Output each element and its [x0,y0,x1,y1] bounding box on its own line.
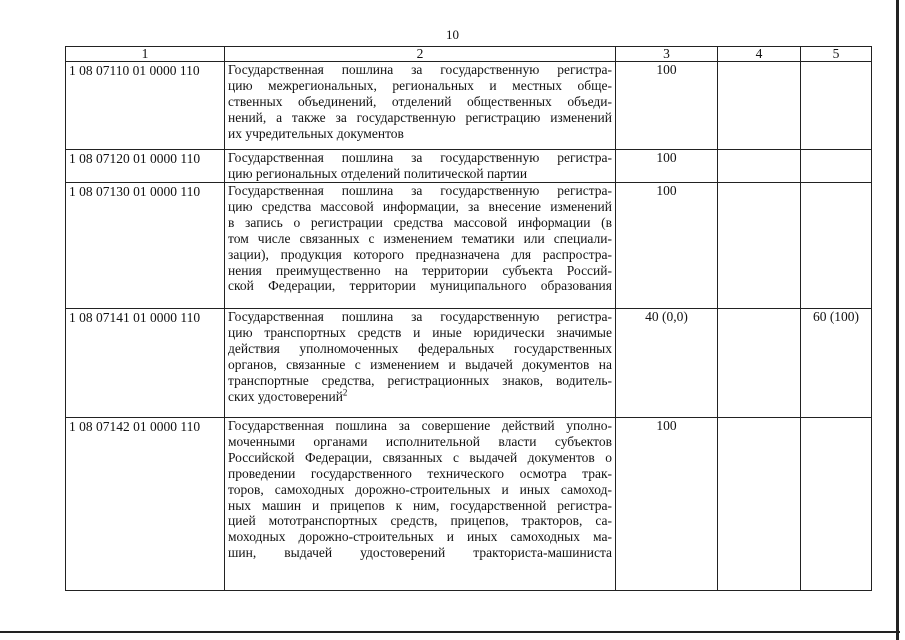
value-col-4 [718,418,801,591]
description-line: зации), продукция которого предназначена для распростра- [228,246,612,262]
fee-description [225,150,616,183]
fee-table [65,46,872,591]
description-line: нений, а также за государственную регистрацию изменений [228,109,612,125]
table-row [66,309,872,418]
description-line: моченными органами исполнительной власти субъектов [228,433,612,449]
header-row [66,47,872,62]
header-col-4: 4 [718,47,801,62]
description-line: органов, связанные с изменением и выдачей документов на [228,356,612,372]
fee-description [225,62,616,150]
table-row [66,418,872,591]
value-col-3: 100 [616,62,718,150]
fee-description [225,309,616,418]
fee-description [225,183,616,309]
description-line: Государственная пошлина за государственную регистра- [228,183,612,198]
budget-code: 1 08 07120 01 0000 110 [66,150,225,183]
budget-code: 1 08 07130 01 0000 110 [66,183,225,309]
description-line [228,389,612,405]
table-row [66,62,872,150]
description-line: их учредительных документов [228,125,404,141]
page-number: 10 [446,27,459,42]
description-line: ской Федерации, территории муниципального образования [228,278,612,294]
header-col-2: 2 [225,47,616,62]
value-col-4 [718,183,801,309]
description-line: ственных объединений, отделений общественных объеди- [228,93,612,109]
table-row [66,150,872,183]
value-col-3: 100 [616,418,718,591]
value-col-3: 100 [616,183,718,309]
description-line: нения преимущественно на территории субъекта Россий- [228,262,612,278]
description-line: моходных дорожно-строительных и иных самоходных ма- [228,529,612,545]
header-col-3: 3 [616,47,718,62]
description-line: цией мототранспортных средств, прицепов, тракторов, са- [228,513,612,529]
description-line: в запись о регистрации средства массовой информации (в [228,214,612,230]
fee-description [225,418,616,591]
description-line: цию региональных отделений политической партии [228,165,528,181]
description-line: Государственная пошлина за государственную регистра- [228,309,612,324]
footnote-marker: 2 [342,387,348,398]
value-col-5 [801,418,872,591]
budget-code: 1 08 07141 01 0000 110 [66,309,225,418]
header-col-1: 1 [66,47,225,62]
description-line: Государственная пошлина за государственную регистра- [228,150,612,165]
description-line: действия уполномоченных федеральных государственных [228,340,612,356]
description-line: том числе связанных с изменением тематики или специали- [228,230,612,246]
table-row [66,183,872,309]
value-col-5 [801,150,872,183]
budget-code: 1 08 07142 01 0000 110 [66,418,225,591]
description-line: Российской Федерации, связанных с выдачей документов о [228,449,612,465]
value-col-5 [801,183,872,309]
description-line: проведении государственного технического осмотра трак- [228,465,612,481]
description-line: ных машин и прицепов к ним, государственной регистра- [228,497,612,513]
description-line: транспортные средства, регистрационных знаков, водитель- [228,372,612,388]
description-line: шин, выдачей удостоверений тракториста-машиниста [228,545,612,561]
scan-border-right [896,0,899,640]
description-line: Государственная пошлина за государственную регистра- [228,62,612,77]
description-line: цию средства массовой информации, за внесение изменений [228,198,612,214]
description-line: цию межрегиональных, региональных и местных обще- [228,77,612,93]
value-col-3: 100 [616,150,718,183]
value-col-5: 60 (100) [801,309,872,418]
scan-border-bottom [0,631,900,633]
description-line-text: ских удостоверений [228,388,343,404]
value-col-4 [718,309,801,418]
value-col-3: 40 (0,0) [616,309,718,418]
value-col-4 [718,150,801,183]
description-line: торов, самоходных дорожно-строительных и иных самоход- [228,481,612,497]
budget-code: 1 08 07110 01 0000 110 [66,62,225,150]
description-line: Государственная пошлина за совершение действий уполно- [228,418,612,433]
header-col-5: 5 [801,47,872,62]
value-col-5 [801,62,872,150]
description-line: цию транспортных средств и иные юридически значимые [228,324,612,340]
value-col-4 [718,62,801,150]
